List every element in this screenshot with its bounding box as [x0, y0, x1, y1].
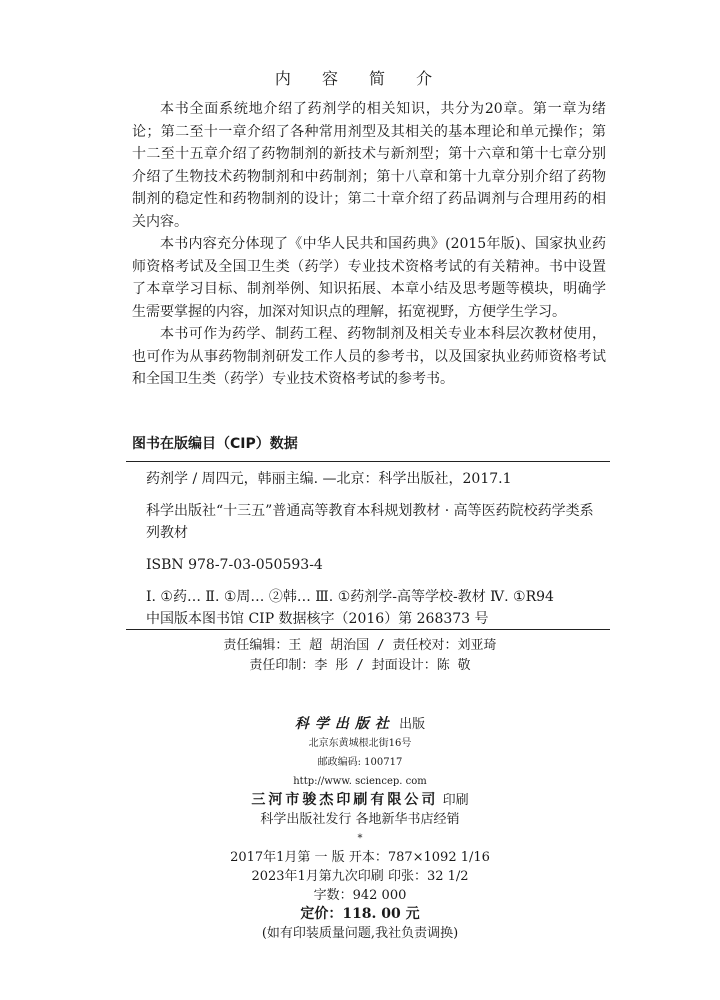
publisher-suffix: 出版 — [399, 717, 426, 732]
cip-title-line: 药剂学 / 周四元，韩丽主编. —北京：科学出版社，2017.1 — [146, 471, 512, 487]
distribution-line: 科学出版社发行 各地新华书店经销 — [260, 812, 460, 827]
quality-notice: (如有印装质量问题,我社负责调换) — [261, 926, 459, 941]
intro-paragraph-3: 本书可作为药学、制药工程、药物制剂及相关专业本科层次教材使用，也可作为从事药物制剂研发工作人员的参考书，以及国家执业药师资格考试和全国卫生类（药学）专业技术资格考试的参考书。 — [132, 326, 606, 387]
cip-heading: 图书在版编目（CIP）数据 — [132, 436, 298, 452]
publisher-logo: 科学出版社 — [294, 716, 395, 732]
credits-line-2: 责任印制：李 彤 / 封面设计：陈 敬 — [249, 658, 471, 673]
edition-line: 2017年1月第 一 版 开本：787×1092 1/16 — [230, 850, 490, 865]
cip-spacer — [146, 490, 606, 500]
printer-logo: 三河市骏杰印刷有限公司 — [251, 792, 439, 808]
separator-star: * — [357, 833, 363, 844]
publisher-address: 北京东黄城根北街16号 — [308, 738, 412, 749]
intro-title: 内 容 简 介 — [274, 69, 446, 88]
cip-spacer — [146, 576, 606, 586]
printing-line: 2023年1月第九次印刷 印张：32 1/2 — [251, 869, 469, 884]
credits-line-1: 责任编辑：王 超 胡治国 / 责任校对：刘亚琦 — [223, 638, 497, 653]
wordcount-line: 字数：942 000 — [313, 888, 407, 903]
cip-isbn: ISBN 978-7-03-050593-4 — [146, 557, 323, 573]
cip-spacer — [146, 544, 606, 554]
intro-body — [132, 98, 606, 391]
publisher-row — [0, 715, 720, 734]
cip-series-line: 科学出版社“十三五”普通高等教育本科规划教材 · 高等医药院校药学类系列教材 — [146, 503, 594, 541]
cip-top-rule — [126, 461, 610, 462]
cip-classification: Ⅰ. ①药… Ⅱ. ①周… ②韩… Ⅲ. ①药剂学-高等学校-教材 Ⅳ. ①R94 — [146, 589, 554, 605]
editorial-credits — [0, 636, 720, 676]
cip-bottom-rule — [126, 629, 610, 630]
cip-record-number: 中国版本图书馆 CIP 数据核字（2016）第 268373 号 — [146, 611, 489, 627]
intro-paragraph-1: 本书全面系统地介绍了药剂学的相关知识，共分为20章。第一章为绪论；第二至十一章介绍了各种常用剂型及其相关的基本理论和单元操作；第十二至十五章介绍了药物制剂的新技术与新剂型；第十六章和第十七章分别介绍了生物技术药物制剂和中药制剂；第十八章和第十九章分别介绍了药物制剂的稳定性和药物制剂的设计；第二十章介绍了药品调剂与合理用药的相关内容。 — [132, 101, 606, 230]
printer-row — [0, 791, 720, 810]
publisher-postcode: 邮政编码: 100717 — [317, 757, 403, 768]
publisher-website: http://www. sciencep. com — [293, 776, 427, 787]
intro-paragraph-2: 本书内容充分体现了《中华人民共和国药典》(2015年版)、国家执业药师资格考试及全国卫生类（药学）专业技术资格考试的有关精神。书中设置了本章学习目标、制剂举例、知识拓展、本章小结及思考题等模块，明确学生需要掌握的内容，加深对知识点的理解，拓宽视野，方便学生学习。 — [132, 236, 606, 320]
imprint-block — [0, 715, 720, 943]
printer-suffix: 印刷 — [442, 793, 469, 808]
price-line: 定价：118. 00 元 — [300, 906, 420, 922]
cip-data-block — [146, 468, 606, 630]
